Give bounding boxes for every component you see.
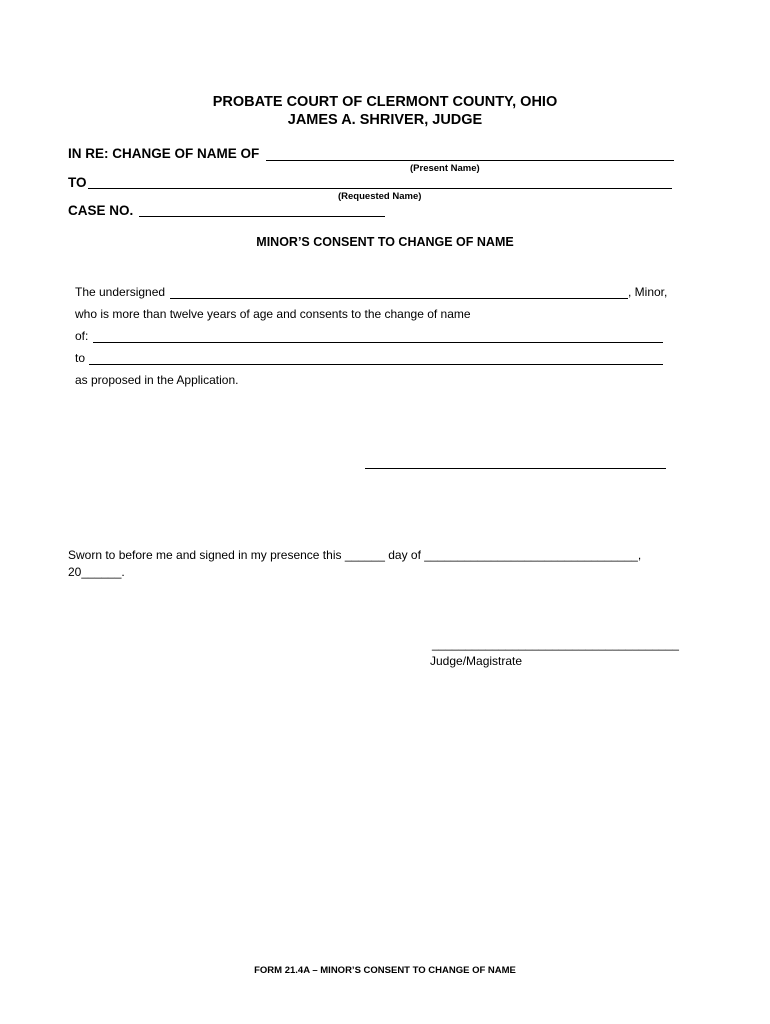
day-of-label: day of [388, 548, 421, 562]
present-name-note: (Present Name) [410, 163, 480, 174]
form-footer: FORM 21.4A – MINOR’S CONSENT TO CHANGE OF NAME [254, 965, 516, 976]
proposed-text: as proposed in the Application. [75, 373, 239, 387]
minor-signature-line[interactable] [365, 468, 666, 469]
judge-signature-line[interactable]: _____________________________________ [432, 637, 679, 651]
requested-name-line[interactable] [88, 188, 672, 189]
in-re-label: IN RE: CHANGE OF NAME OF [68, 146, 260, 161]
year-prefix: 20 [68, 565, 82, 579]
minor-suffix: , Minor, [628, 285, 668, 299]
year-blank[interactable]: ______. [81, 565, 125, 579]
of-label: of: [75, 329, 89, 343]
minor-name-line[interactable] [170, 298, 628, 299]
undersigned-label: The undersigned [75, 285, 166, 299]
to-name-label: to [75, 351, 86, 365]
requested-name-note: (Requested Name) [338, 191, 422, 202]
consent-text: who is more than twelve years of age and consents to the change of name [75, 307, 471, 321]
month-blank[interactable]: ________________________________, [424, 548, 642, 562]
year-text [68, 565, 125, 579]
to-label: TO [68, 175, 87, 190]
court-title: PROBATE COURT OF CLERMONT COUNTY, OHIO [212, 94, 558, 110]
day-blank[interactable]: ______ [344, 548, 385, 562]
sworn-text [68, 548, 641, 562]
case-no-label: CASE NO. [68, 203, 134, 218]
to-name-line[interactable] [89, 364, 663, 365]
judge-title: JAMES A. SHRIVER, JUDGE [287, 112, 483, 128]
sworn-lead: Sworn to before me and signed in my presence this [68, 548, 342, 562]
judge-label: Judge/Magistrate [430, 654, 523, 668]
case-no-line[interactable] [139, 216, 385, 217]
of-name-line[interactable] [93, 342, 663, 343]
present-name-line[interactable] [266, 160, 674, 161]
form-title: MINOR’S CONSENT TO CHANGE OF NAME [256, 235, 514, 249]
